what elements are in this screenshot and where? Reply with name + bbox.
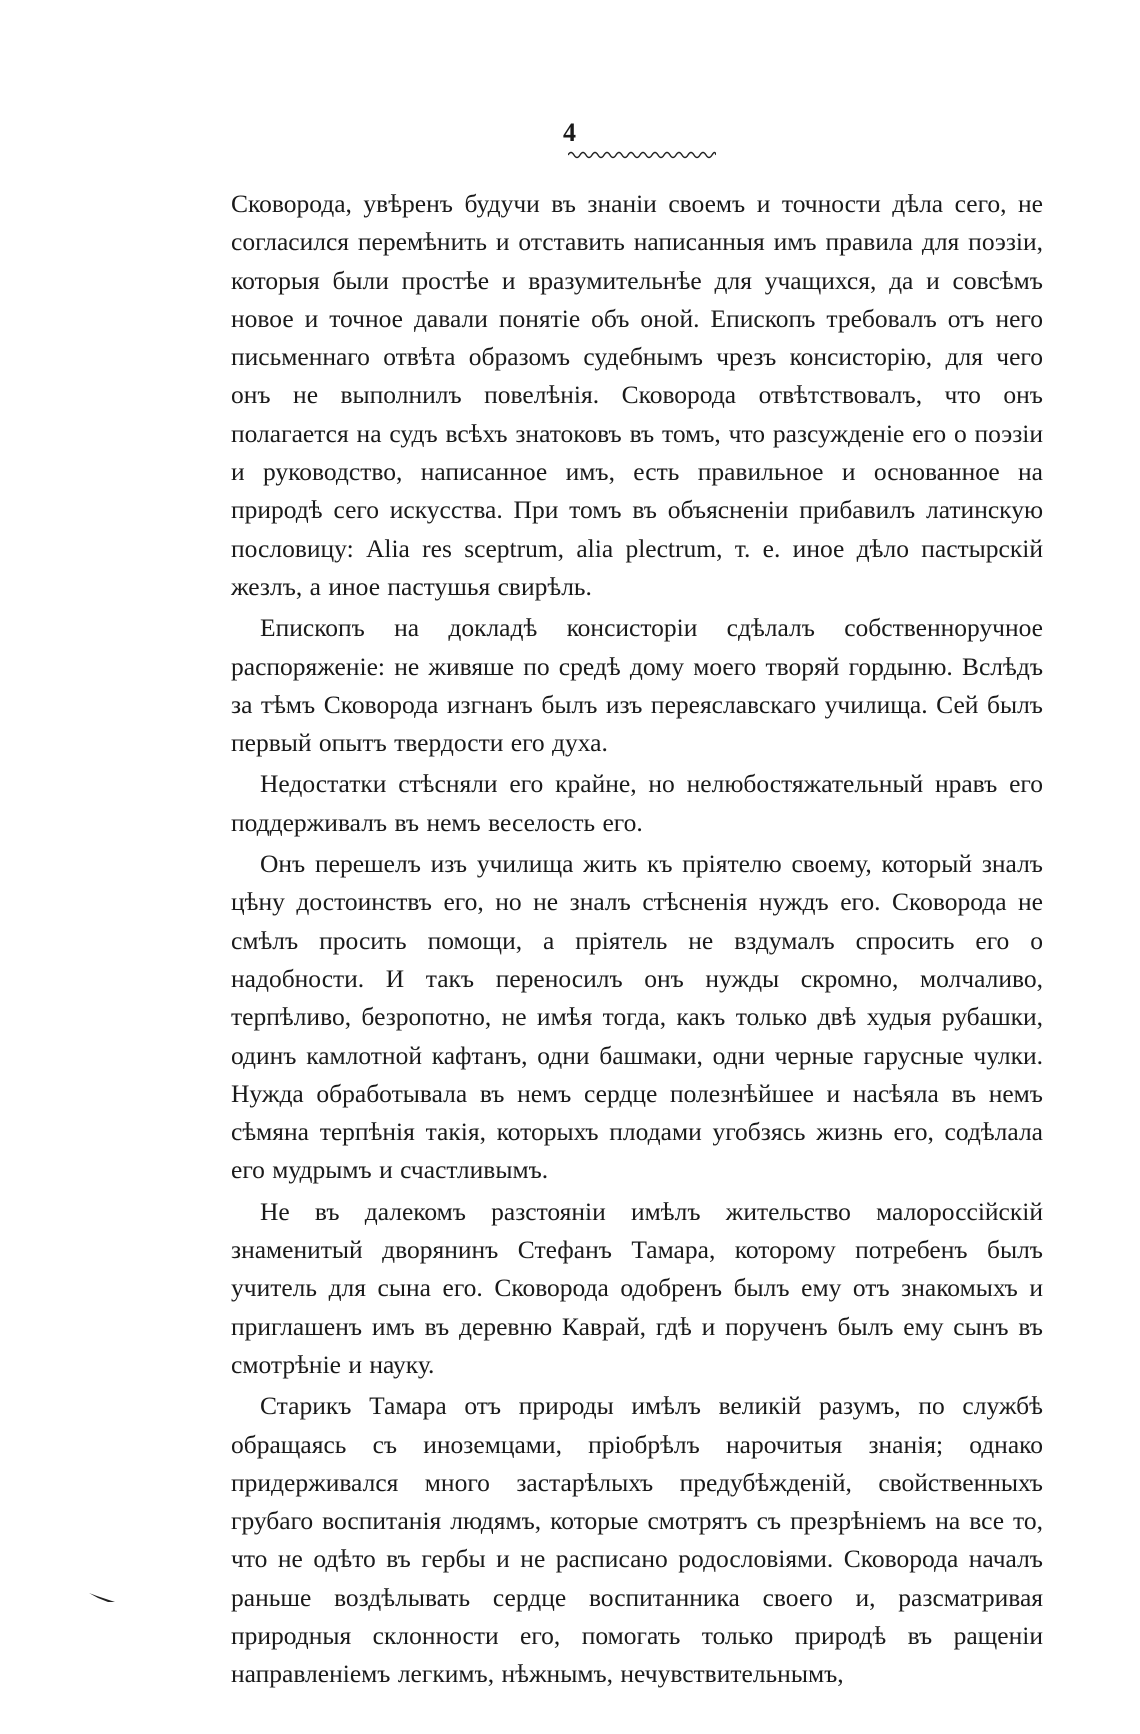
- body-text: [231, 185, 1043, 1694]
- page-number: 4: [563, 118, 577, 147]
- paragraph: Не въ далекомъ разстояніи имѣлъ жительство малороссійскій знаменитый дворянинъ Стефанъ Тамара, которому потребенъ былъ учитель для сына его. Сковорода одобренъ былъ ему отъ знакомыхъ и приглашенъ имъ въ деревню Каврай, гдѣ и порученъ былъ ему сынъ въ смотрѣніе и науку.: [231, 1196, 1043, 1379]
- paragraph: Онъ перешелъ изъ училища жить къ пріятелю своему, который зналъ цѣну достоинствъ его, но не зналъ стѣсненія нуждъ его. Сковорода не смѣлъ просить помощи, а пріятель не вздумалъ спросить его о надобности. И такъ переносилъ онъ нужды скромно, молчаливо, терпѣливо, безропотно, не имѣя тогда, какъ только двѣ худыя рубашки, одинъ камлотной кафтанъ, одни башмаки, одни черные гарусные чулки. Нужда обработывала въ немъ сердце полезнѣйшее и насѣяла въ немъ сѣмяна терпѣнія такія, которыхъ плодами угобзясь жизнь его, содѣлала его мудрымъ и счастливымъ.: [231, 849, 1043, 1185]
- wavy-rule-ornament: [568, 150, 716, 160]
- paragraph: Старикъ Тамара отъ природы имѣлъ великій разумъ, по службѣ обращаясь съ иноземцами, пріобрѣлъ нарочитыя знанія; однако придерживался много застарѣлыхъ предубѣжденій, свойственныхъ грубаго воспитанія людямъ, которые смотрятъ съ презрѣніемъ на все то, что не одѣто въ гербы и не расписано родословіями. Сковорода началъ раньше воздѣлывать сердце воспитанника своего и, разсматривая природныя склонности его, помогать только природѣ въ ращеніи направленіемъ легкимъ, нѣжнымъ, нечувствительнымъ,: [231, 1391, 1043, 1689]
- paragraph: Недостатки стѣсняли его крайне, но нелюбостяжательный нравъ его поддерживалъ въ немъ веселость его.: [231, 769, 1043, 837]
- paragraph: Епископъ на докладѣ консисторіи сдѣлалъ собственноручное распоряженіе: не живяше по средѣ дому моего творяй гордыню. Вслѣдъ за тѣмъ Сковорода изгнанъ былъ изъ переяславскаго училища. Сей былъ первый опытъ твердости его духа.: [231, 613, 1043, 758]
- ink-mark: [88, 1590, 116, 1604]
- paragraph: Сковорода, увѣренъ будучи въ знаніи своемъ и точности дѣла сего, не согласился перемѣнить и отставить написанныя имъ правила для поэзіи, которыя были простѣе и вразумительнѣе для учащихся, да и совсѣмъ новое и точное давали понятіе объ оной. Епископъ требовалъ отъ него письменнаго отвѣта образомъ судебнымъ чрезъ консисторію, для чего онъ не выполнилъ повелѣнія. Сковорода отвѣтствовалъ, что онъ полагается на судъ всѣхъ знатоковъ въ томъ, что разсужденіе его о поэзіи и руководство, написанное имъ, есть правильное и основанное на природѣ сего искусства. При томъ въ объясненіи прибавилъ латинскую пословицу: Alia res sceptrum, alia plectrum, т. е. иное дѣло пастырскій жезлъ, а иное пастушья свирѣль.: [231, 189, 1043, 601]
